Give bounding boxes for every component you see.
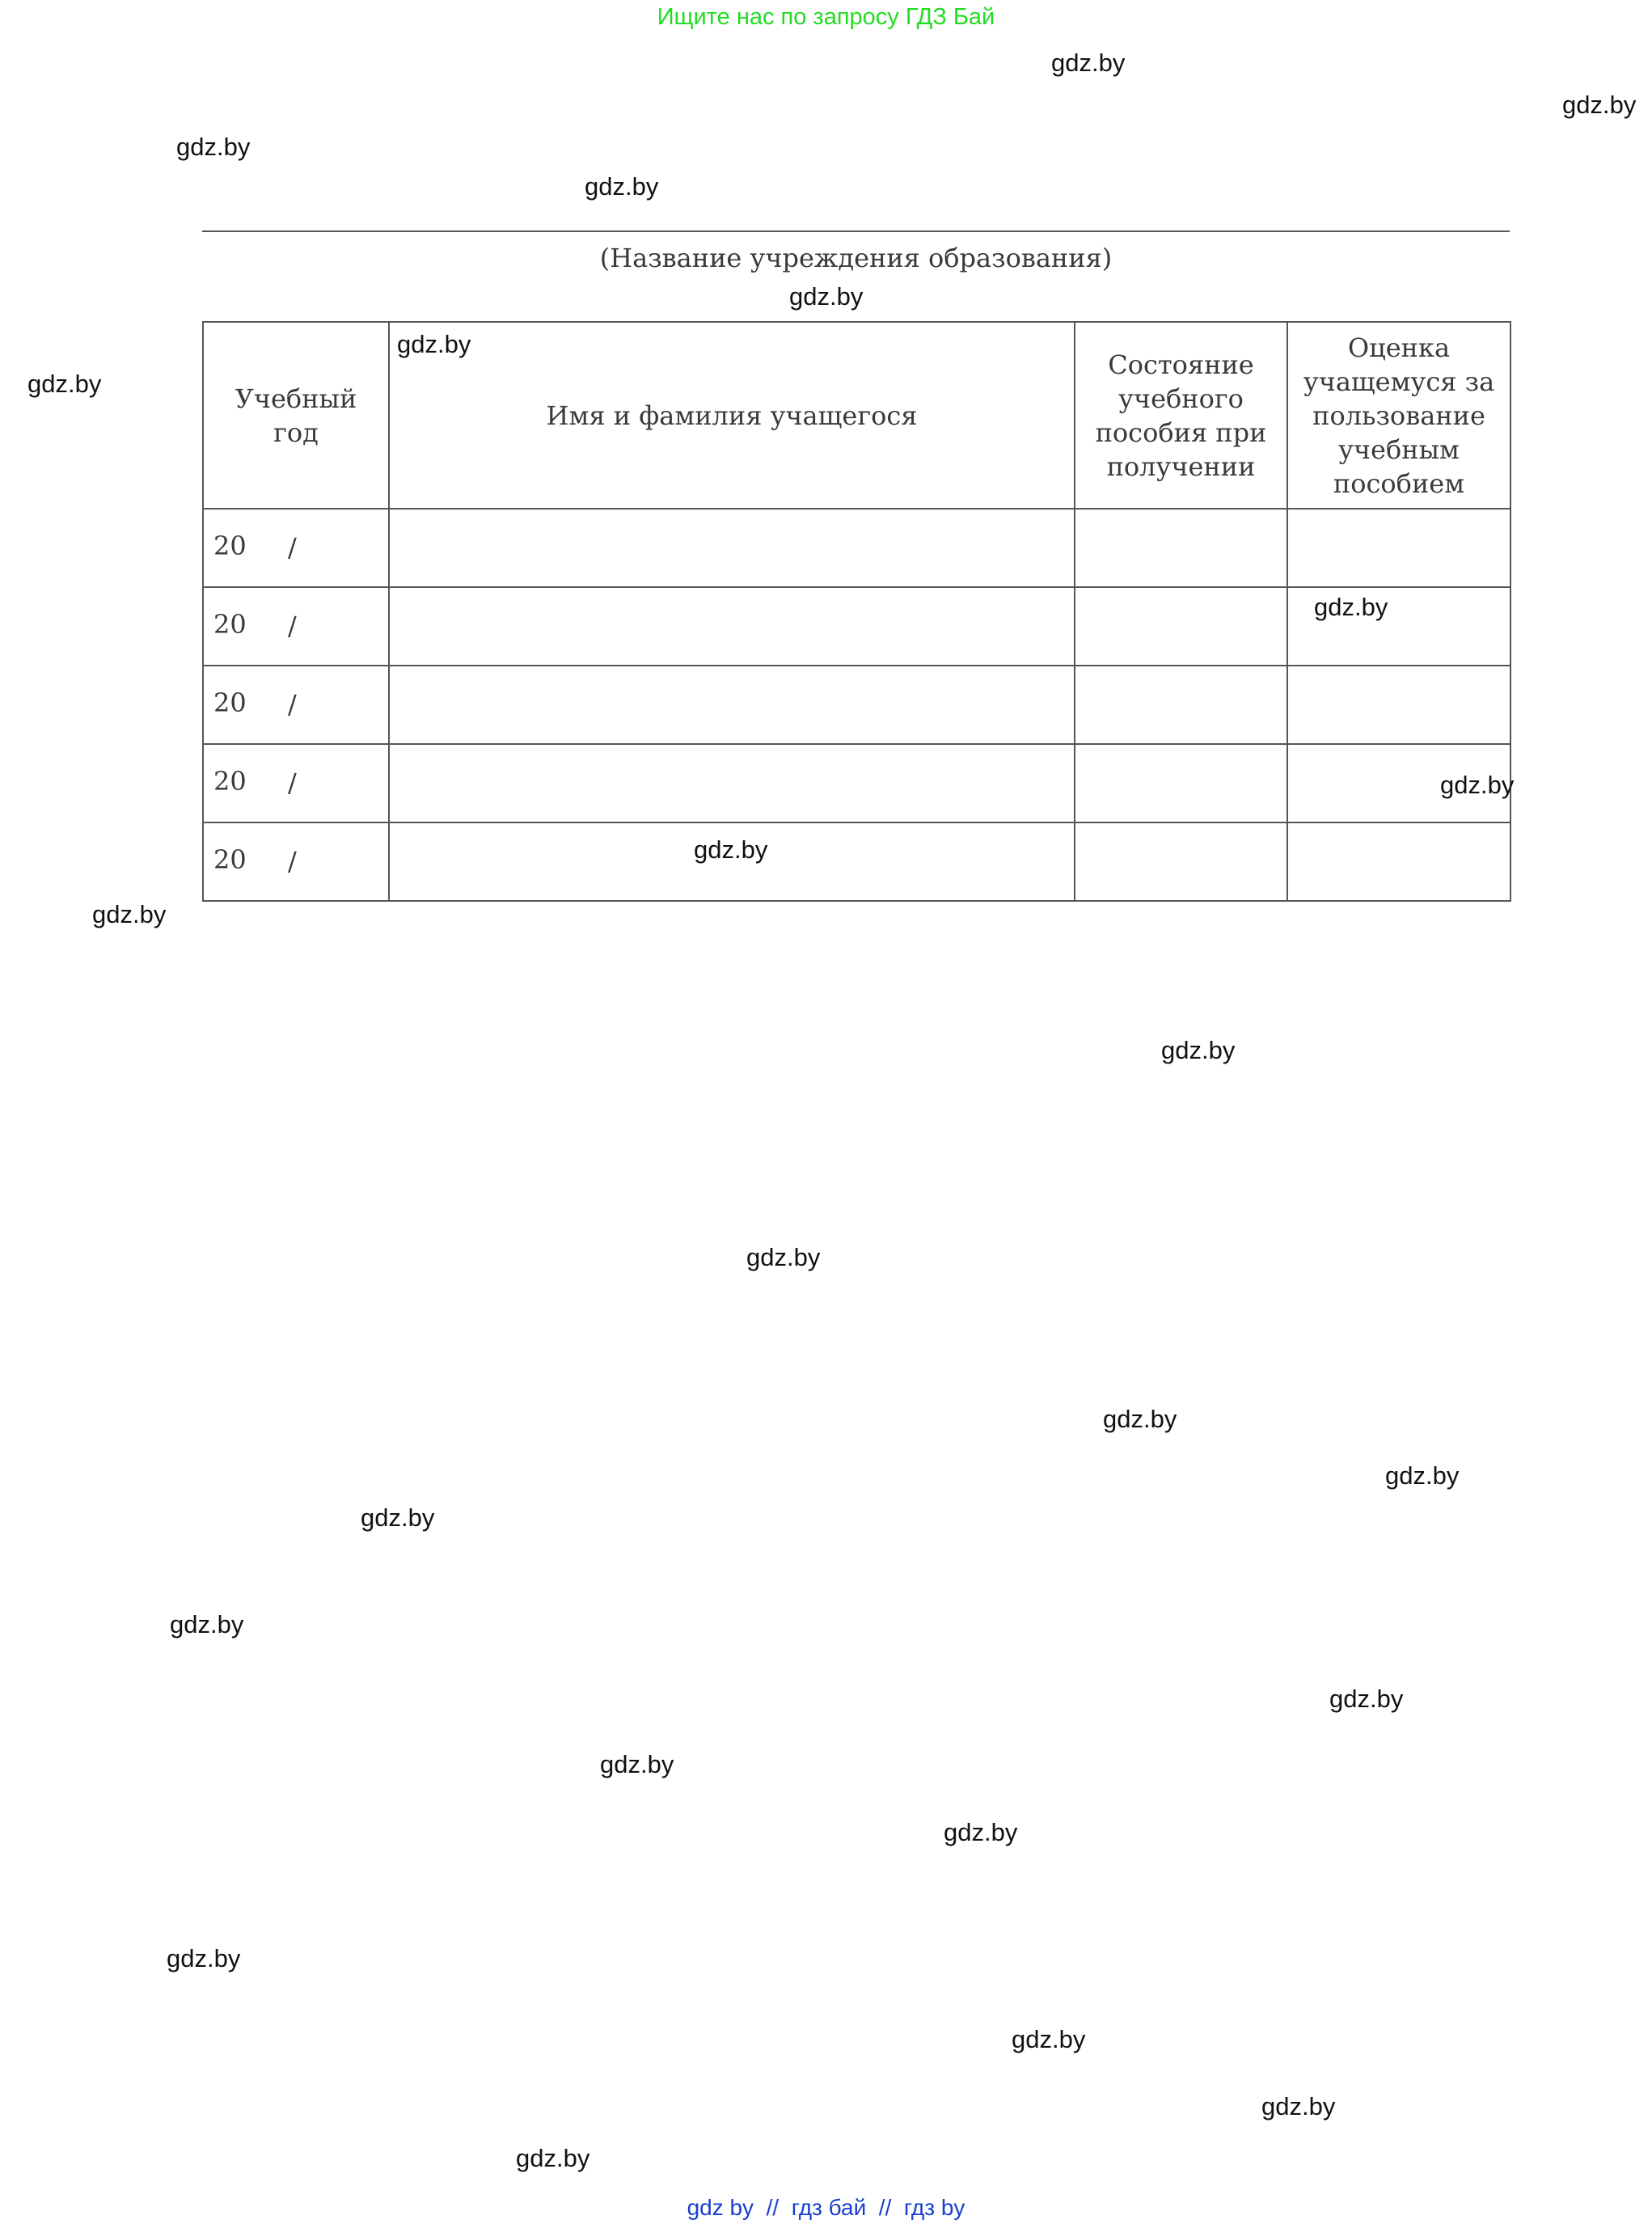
student-name-cell [389, 509, 1075, 587]
year-cell [203, 666, 389, 744]
student-name-cell [389, 587, 1075, 666]
header-student-grade: Оценка учащемуся за пользование учебным пособием [1287, 322, 1510, 509]
watermark: gdz.by [585, 172, 659, 201]
watermark: gdz.by [27, 370, 102, 398]
watermark: gdz.by [167, 1944, 241, 1972]
header-student-name: Имя и фамилия учащегося [389, 322, 1075, 509]
watermark: gdz.by [1329, 1685, 1404, 1713]
grade-cell [1287, 666, 1510, 744]
institution-name-line [202, 230, 1510, 232]
watermark: gdz.by [170, 1610, 244, 1638]
year-cell [203, 587, 389, 666]
watermark: gdz.by [1161, 1036, 1236, 1064]
watermark: gdz.by [789, 282, 864, 311]
student-name-cell [389, 744, 1075, 822]
watermark: gdz.by [694, 835, 768, 864]
condition-cell [1075, 666, 1287, 744]
student-name-cell [389, 666, 1075, 744]
watermark: gdz.by [1261, 2092, 1336, 2120]
watermark: gdz.by [397, 330, 471, 358]
search-banner: Ищите нас по запросу ГДЗ Бай [657, 4, 995, 30]
watermark: gdz.by [361, 1503, 435, 1532]
watermark: gdz.by [1051, 49, 1126, 77]
watermark: gdz.by [176, 133, 251, 161]
watermark: gdz.by [600, 1750, 674, 1778]
year-cell [203, 822, 389, 901]
year-separator: / [288, 532, 297, 563]
year-prefix: 20 [213, 609, 247, 640]
watermark: gdz.by [1012, 2025, 1086, 2053]
grade-cell [1287, 509, 1510, 587]
table-row [203, 666, 1510, 744]
condition-cell [1075, 744, 1287, 822]
watermark: gdz.by [1385, 1461, 1460, 1490]
watermark: gdz.by [1314, 593, 1388, 621]
year-prefix: 20 [213, 531, 247, 561]
watermark: gdz.by [1103, 1405, 1177, 1433]
year-prefix: 20 [213, 844, 247, 875]
watermark: gdz.by [1562, 91, 1637, 119]
header-school-year: Учебный год [203, 322, 389, 509]
table-row [203, 744, 1510, 822]
watermark: gdz.by [944, 1818, 1018, 1846]
grade-cell [1287, 822, 1510, 901]
footer-links: gdz by // гдз бай // гдз by [687, 2195, 965, 2220]
watermark: gdz.by [92, 900, 167, 928]
institution-caption: (Название учреждения образования) [599, 243, 1113, 273]
watermark: gdz.by [516, 2144, 590, 2172]
year-cell [203, 509, 389, 587]
year-separator: / [288, 846, 297, 877]
year-separator: / [288, 767, 297, 798]
year-prefix: 20 [213, 687, 247, 718]
year-cell [203, 744, 389, 822]
header-condition-on-receipt: Состояние учебного пособия при получении [1075, 322, 1287, 509]
watermark: gdz.by [1440, 771, 1515, 799]
table-row [203, 822, 1510, 901]
table-row [203, 509, 1510, 587]
year-separator: / [288, 689, 297, 720]
condition-cell [1075, 822, 1287, 901]
condition-cell [1075, 587, 1287, 666]
condition-cell [1075, 509, 1287, 587]
year-prefix: 20 [213, 766, 247, 797]
year-separator: / [288, 611, 297, 641]
watermark: gdz.by [746, 1243, 821, 1271]
